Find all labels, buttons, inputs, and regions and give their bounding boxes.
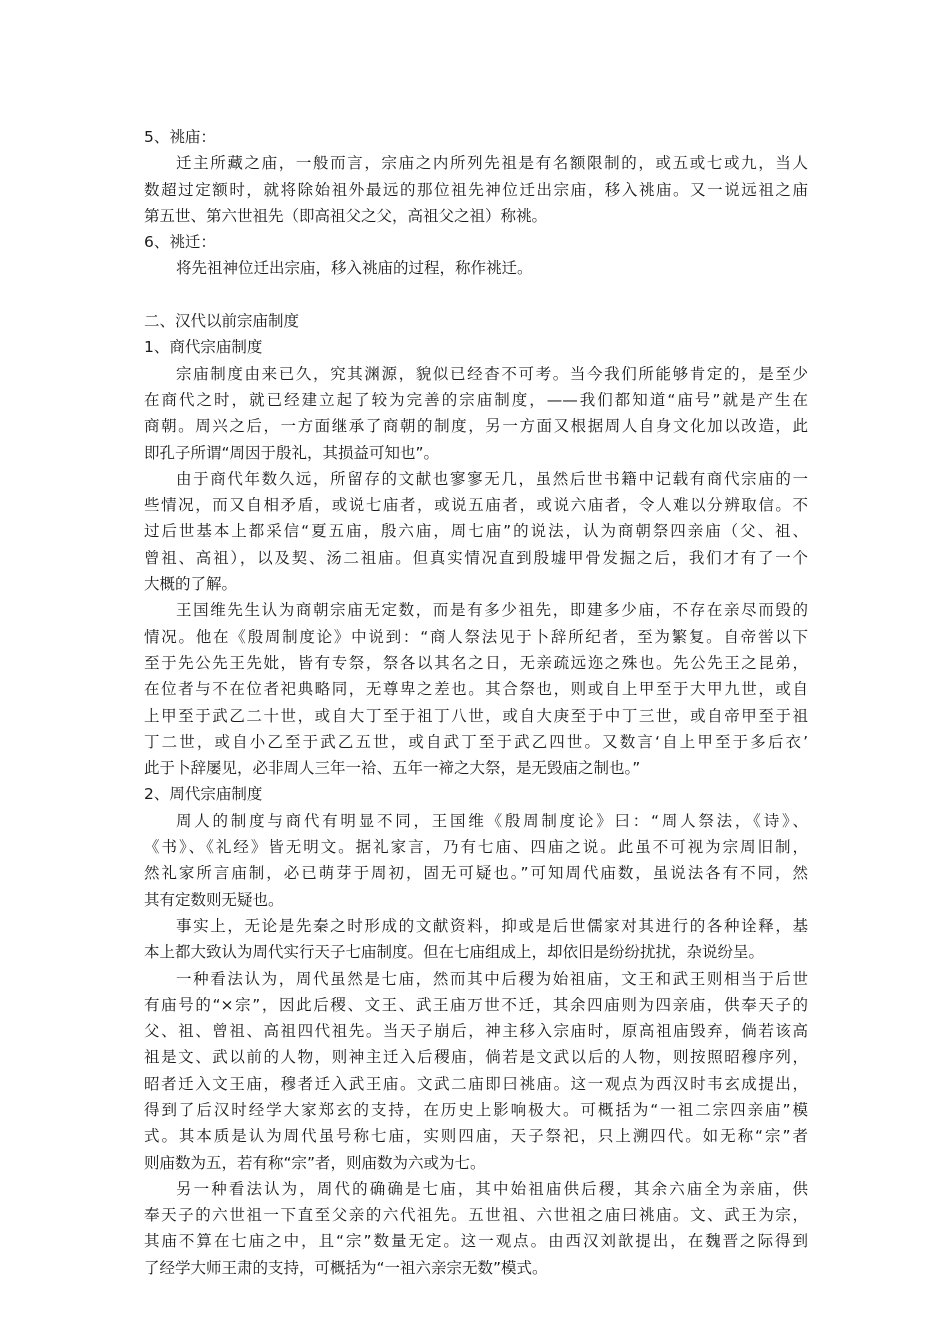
paragraph-line: 父、祖、曾祖、高祖四代祖先。当天子崩后，神主移入宗庙时，原高祖庙毁弃，倘若该高 (144, 1022, 808, 1041)
paragraph-line: 曾祖、高祖），以及契、汤二祖庙。但真实情况直到殷墟甲骨发掘之后，我们才有了一个 (144, 548, 808, 567)
heading-text: 1、商代宗庙制度 (144, 338, 263, 357)
paragraph-line: 式。其本质是认为周代虽号称七庙，实则四庙，天子祭祀，只上溯四代。如无称“宗”者 (144, 1127, 808, 1146)
paragraph-line: 至于先公先王先妣，皆有专祭，祭各以其名之日，无亲疏远迩之殊也。先公先王之昆弟， (144, 653, 808, 672)
section-heading (144, 334, 808, 360)
paragraph-line: 情况。他在《殷周制度论》中说到：“商人祭法见于卜辞所纪者，至为繁复。自帝喾以下 (144, 627, 808, 646)
paragraph-line: 由于商代年数久远，所留存的文献也寥寥无几，虽然后世书籍中记载有商代宗庙的一 (176, 469, 808, 488)
paragraph-line: 另一种看法认为，周代的确确是七庙，其中始祖庙供后稷，其余六庙全为亲庙，供 (176, 1179, 808, 1198)
paragraph (144, 597, 808, 781)
paragraph-line: 得到了后汉时经学大家郑玄的支持，在历史上影响极大。可概括为“一祖二宗四亲庙”模 (144, 1100, 808, 1119)
heading-text: 2、周代宗庙制度 (144, 785, 263, 804)
paragraph-line: 此于卜辞屡见，必非周人三年一祫、五年一禘之大祭，是无毁庙之制也。” (144, 759, 641, 778)
paragraph-line: 将先祖神位迁出宗庙，移入祧庙的过程，称作祧迁。 (176, 259, 533, 278)
paragraph (144, 361, 808, 466)
paragraph-line: 昭者迁入文王庙，穆者迁入武王庙。文武二庙即曰祧庙。这一观点为西汉时韦玄成提出， (144, 1074, 808, 1093)
paragraph-line: 上甲至于武乙二十世，或自大丁至于祖丁八世，或自大庚至于中丁三世，或自帝甲至于祖 (144, 706, 808, 725)
paragraph (144, 966, 808, 1176)
paragraph-line: 在商代之时，就已经建立起了较为完善的宗庙制度，——我们都知道“庙号”就是产生在 (144, 390, 808, 409)
paragraph-line: 迁主所藏之庙，一般而言，宗庙之内所列先祖是有名额限制的，或五或七或九，当人 (176, 154, 808, 173)
section-heading (144, 124, 808, 150)
paragraph-line: 大概的了解。 (144, 575, 238, 594)
blank-line (144, 282, 808, 308)
paragraph-line: 王国维先生认为商朝宗庙无定数，而是有多少祖先，即建多少庙，不存在亲尽而毁的 (176, 601, 808, 620)
section-heading (144, 781, 808, 807)
heading-text: 5、祧庙： (144, 128, 216, 146)
paragraph-line: 则庙数为五，若有称“宗”者，则庙数为六或为七。 (144, 1153, 486, 1172)
paragraph-line: 丁二世，或自小乙至于武乙五世，或自武丁至于武乙四世。又数言‘自上甲至于多后衣’ (144, 732, 808, 751)
paragraph-line: 了经学大师王肃的支持，可概括为“一祖六亲宗无数”模式。 (144, 1258, 548, 1277)
paragraph-line: 数超过定额时，就将除始祖外最远的那位祖先神位迁出宗庙，移入祧庙。又一说远祖之庙 (144, 180, 808, 199)
paragraph-line: 其庙不算在七庙之中，且“宗”数量无定。这一观点。由西汉刘歆提出，在魏晋之际得到 (144, 1232, 808, 1251)
document-page (144, 124, 808, 1281)
section-heading (144, 308, 808, 334)
paragraph-line: 周人的制度与商代有明显不同，王国维《殷周制度论》曰：“周人祭法，《诗》、 (176, 811, 808, 830)
paragraph-line: 些情况，而又自相矛盾，或说七庙者，或说五庙者，或说六庙者，令人难以分辨取信。不 (144, 496, 808, 515)
paragraph-line: 奉天子的六世祖一下直至父亲的六代祖先。五世祖、六世祖之庙曰祧庙。文、武王为宗， (144, 1206, 808, 1225)
paragraph-line: 本上都大致认为周代实行天子七庙制度。但在七庙组成上，却依旧是纷纷扰扰，杂说纷呈。 (144, 943, 765, 962)
paragraph-line: 即孔子所谓“周因于殷礼，其损益可知也”。 (144, 443, 440, 462)
heading-text: 6、祧迁： (144, 233, 216, 252)
paragraph-line: 有庙号的“×宗”，因此后稷、文王、武王庙万世不迁，其余四庙则为四亲庙，供奉天子的 (144, 995, 808, 1014)
paragraph-line: 过后世基本上都采信“夏五庙，殷六庙，周七庙”的说法，认为商朝祭四亲庙（父、祖、 (144, 522, 808, 541)
paragraph-line: 祖是文、武以前的人物，则神主迁入后稷庙，倘若是文武以后的人物，则按照昭穆序列， (144, 1048, 808, 1067)
paragraph (144, 913, 808, 966)
paragraph (144, 1176, 808, 1281)
heading-text: 二、汉代以前宗庙制度 (144, 312, 300, 331)
paragraph-line: 然礼家所言庙制，必已萌芽于周初，固无可疑也。”可知周代庙数，虽说法各有不同，然 (144, 864, 808, 883)
paragraph-line: 在位者与不在位者祀典略同，无尊卑之差也。其合祭也，则或自上甲至于大甲九世，或自 (144, 680, 808, 699)
paragraph-line: 宗庙制度由来已久，究其渊源，貌似已经杳不可考。当今我们所能够肯定的，是至少 (176, 364, 808, 383)
paragraph (144, 466, 808, 597)
paragraph-line: 其有定数则无疑也。 (144, 890, 284, 909)
paragraph (144, 150, 808, 229)
paragraph (144, 808, 808, 913)
paragraph-line: 第五世、第六世祖先（即高祖父之父，高祖父之祖）称祧。 (144, 206, 548, 225)
paragraph-line: 《书》、《礼经》皆无明文。据礼家言，乃有七庙、四庙之说。此虽不可视为宗周旧制， (144, 838, 808, 857)
paragraph-line: 一种看法认为，周代虽然是七庙，然而其中后稷为始祖庙，文王和武王则相当于后世 (176, 969, 808, 988)
section-heading (144, 229, 808, 255)
paragraph-line: 商朝。周兴之后，一方面继承了商朝的制度，另一方面又根据周人自身文化加以改造，此 (144, 417, 808, 436)
paragraph-line: 事实上，无论是先秦之时形成的文献资料，抑或是后世儒家对其进行的各种诠释，基 (176, 916, 808, 935)
paragraph (144, 255, 808, 281)
